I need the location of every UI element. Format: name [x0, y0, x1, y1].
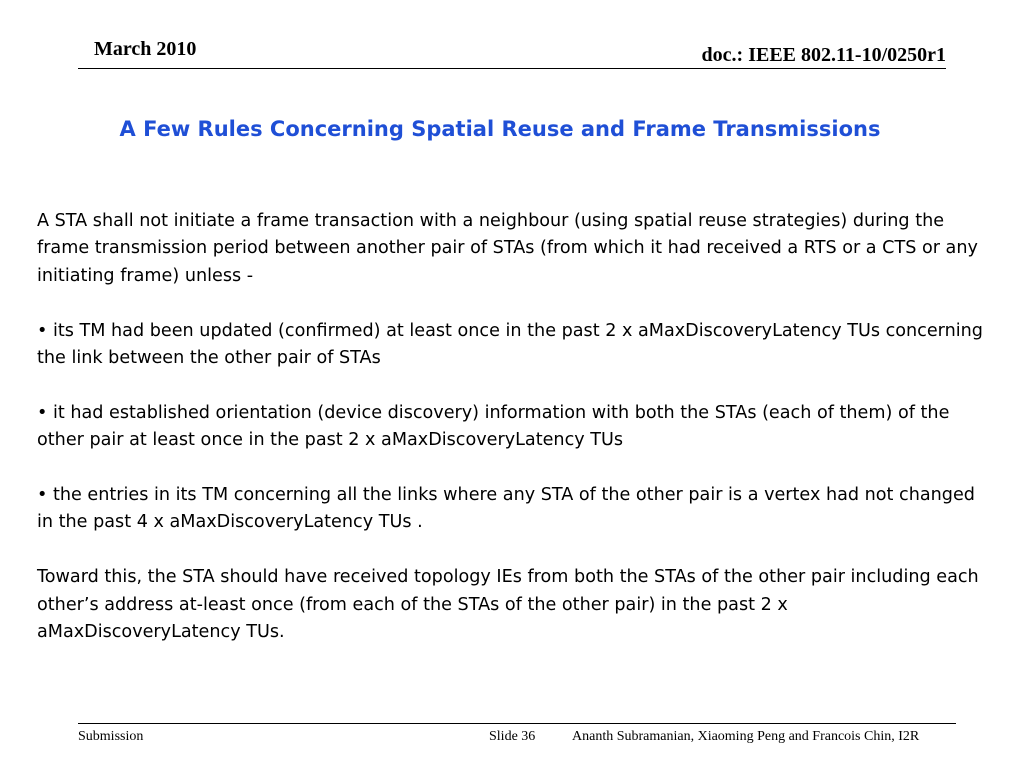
header-doc-id: doc.: IEEE 802.11-10/0250r1 [701, 44, 946, 66]
header-date: March 2010 [94, 38, 197, 60]
body-paragraph-intro: A STA shall not initiate a frame transaction with a neighbour (using spatial reuse strategies) during the frame transmission period between another pair of STAs (from which it had received a RTS or a CTS or any initiating frame) unless - [37, 211, 978, 286]
body-bullet-orientation: • it had established orientation (device discovery) information with both the STAs (each of them) of the other pair at least once in the past 2 x aMaxDiscoveryLatency TUs [37, 402, 950, 451]
footer-submission: Submission [78, 729, 144, 744]
footer-divider [78, 723, 956, 724]
body-bullet-tm-updated: • its TM had been updated (confirmed) at least once in the past 2 x aMaxDiscoveryLatency TUs concerning the link between the other pair of STAs [37, 320, 983, 369]
body-paragraph-conclusion: Toward this, the STA should have received topology IEs from both the STAs of the other pair including each other’s address at-least once (from each of the STAs of the other pair) in the past 2 x aMaxDiscoveryLatency TUs. [37, 567, 979, 643]
body-bullet-tm-entries: • the entries in its TM concerning all the links where any STA of the other pair is a vertex had not changed in the past 4 x aMaxDiscoveryLatency TUs . [37, 485, 975, 533]
slide-body [37, 208, 987, 646]
slide-title: A Few Rules Concerning Spatial Reuse and Frame Transmissions [119, 117, 881, 141]
footer-authors: Ananth Subramanian, Xiaoming Peng and Francois Chin, I2R [572, 729, 920, 744]
header-divider [78, 68, 946, 69]
footer-slide-number: Slide 36 [489, 729, 536, 744]
